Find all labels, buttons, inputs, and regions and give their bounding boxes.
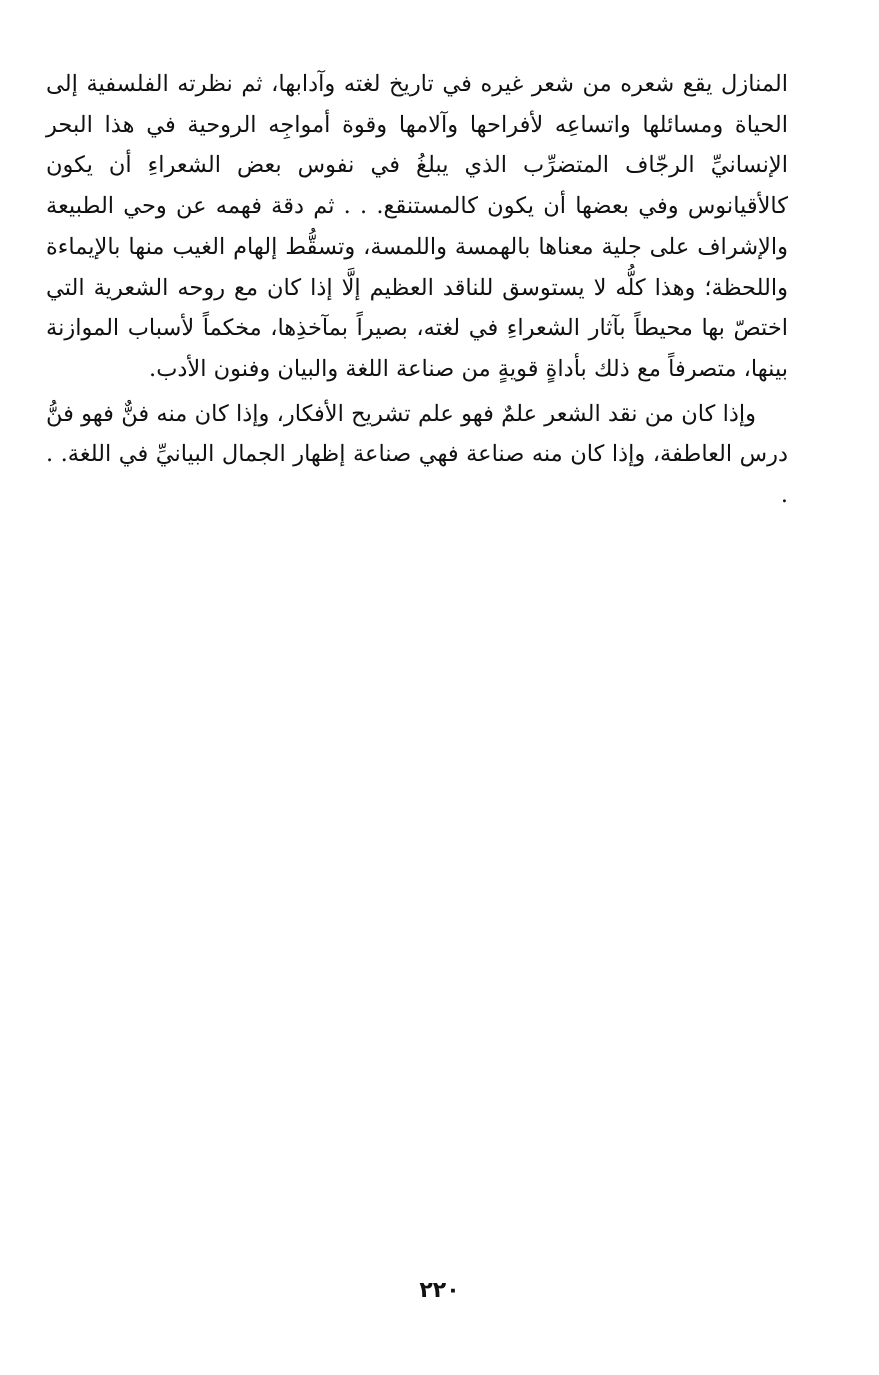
paragraph-1: المنازل يقع شعره من شعر غيره في تاريخ لغته وآدابها، ثم نظرته الفلسفية إلى الحياة ومسائلها واتساعِه لأفراحها وآلامها وقوة أمواجِه الروحية في هذا البحر الإنسانيِّ الرجّاف المتضرِّب الذي يبلغُ في نفوس بعض الشعراءِ أن يكون كالأقيانوس وفي بعضها أن يكون كالمستنقع. . . ثم دقة فهمه عن وحي الطبيعة والإشراف على جلية معناها بالهمسة واللمسة، وتسقُّط إلهام الغيب منها بالإيماءة واللحظة؛ وهذا كلُّه لا يستوسق للناقد العظيم إلَّا إذا كان مع روحه الشعرية التي اختصّ بها محيطاً بآثار الشعراءِ في لغته، بصيراً بمآخذِها، مخكماً لأسباب الموازنة بينها، متصرفاً مع ذلك بأداةٍ قويةٍ من صناعة اللغة والبيان وفنون الأدب. bbox=[46, 71, 788, 382]
page-number: ٢٢٠ bbox=[419, 1278, 460, 1303]
body-text bbox=[46, 64, 788, 516]
paragraph-2: وإذا كان من نقد الشعر علمٌ فهو علم تشريح الأفكار، وإذا كان منه فنٌّ فهو فنُّ درس العاطفة، وإذا كان منه صناعة فهي صناعة إظهار الجمال البيانيِّ في اللغة. . . bbox=[46, 400, 788, 509]
